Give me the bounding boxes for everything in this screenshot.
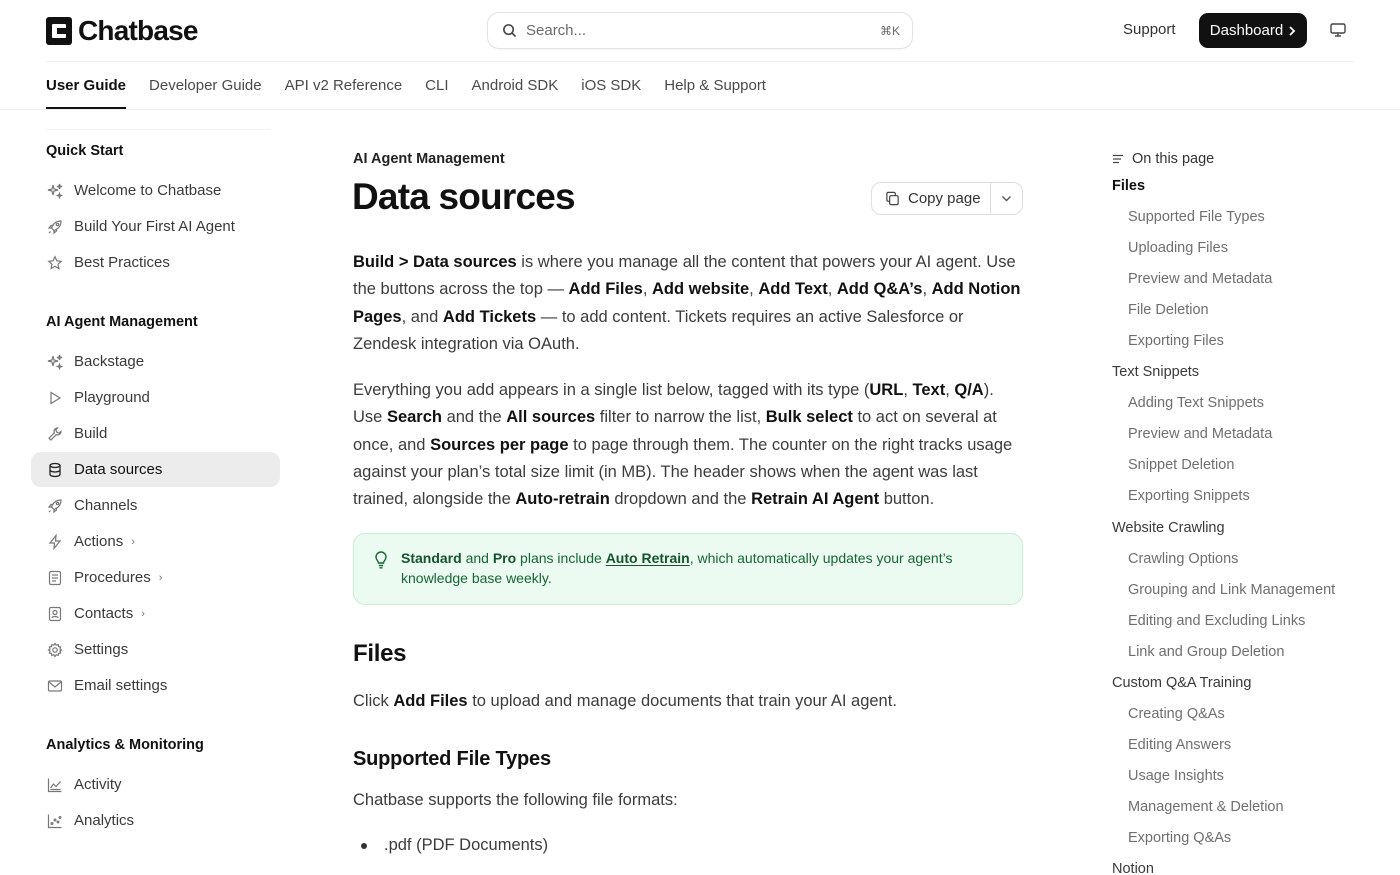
sidebar-item-label: Analytics (74, 812, 135, 829)
toc-item-custom-qa-training[interactable]: Custom Q&A Training (1112, 675, 1252, 691)
toc-item[interactable]: Creating Q&As (1128, 706, 1225, 722)
toc-item[interactable]: Preview and Metadata (1128, 271, 1273, 287)
copy-page-control (871, 182, 1023, 215)
section-heading-supported-file-types: Supported File Types (353, 748, 551, 770)
sidebar-group-analytics-monitoring: Analytics & Monitoring (46, 737, 204, 753)
auto-retrain-link[interactable]: Auto Retrain (605, 550, 690, 566)
supported-paragraph: Chatbase supports the following file formats: (353, 791, 678, 809)
copy-page-button[interactable] (872, 183, 991, 214)
sidebar-item-analytics[interactable] (31, 803, 280, 838)
mail-icon (47, 678, 63, 694)
sidebar-item-actions[interactable] (31, 524, 280, 559)
sidebar-item-label: Actions (74, 533, 124, 550)
toc-item-notion[interactable]: Notion (1112, 861, 1154, 875)
doc-tabs (46, 62, 789, 109)
sidebar-item-label: Settings (74, 641, 129, 658)
tip-callout-text: Standard and Pro plans include Auto Retrain, which automatically updates your agent’s knowledge base weekly. (401, 550, 953, 586)
sidebar-item-settings[interactable] (31, 632, 280, 667)
intro-paragraph: Build > Data sources is where you manage all the content that powers your AI agent. Use the buttons across the top — Add Files, Add website, Add Text, Add Q&A’s, Add Notion Pages, and Add Tickets — to add content. Tickets requires an active Salesforce or Zendesk integration via OAuth. (353, 253, 1021, 353)
rocket-icon (47, 498, 63, 514)
toc-item[interactable]: Supported File Types (1128, 209, 1265, 225)
toc-header (1112, 151, 1214, 167)
support-link[interactable]: Support (1123, 21, 1176, 38)
sparkles-icon (47, 354, 63, 370)
copy-page-label: Copy page (908, 190, 981, 207)
toc-item[interactable]: File Deletion (1128, 302, 1209, 318)
page-title: Data sources (352, 176, 575, 217)
dashboard-button[interactable] (1199, 13, 1307, 48)
tab-api-v2-reference[interactable]: API v2 Reference (284, 77, 403, 94)
sidebar-item-playground[interactable] (31, 380, 280, 415)
tab-android-sdk[interactable]: Android SDK (471, 77, 559, 94)
database-icon (47, 462, 63, 478)
toc-item[interactable]: Link and Group Deletion (1128, 644, 1285, 660)
sidebar-item-data-sources[interactable] (31, 452, 280, 487)
toc-item-files[interactable]: Files (1112, 178, 1146, 194)
sidebar-item-label: Welcome to Chatbase (74, 182, 222, 199)
sidebar-item-build[interactable] (31, 416, 280, 451)
wrench-icon (47, 426, 63, 442)
top-header (0, 0, 1400, 61)
toc-item[interactable]: Exporting Files (1128, 333, 1224, 349)
toc-item[interactable]: Exporting Q&As (1128, 830, 1232, 846)
sidebar-item-label: Contacts (74, 605, 134, 622)
logo-mark-icon (46, 17, 72, 45)
tab-developer-guide[interactable]: Developer Guide (149, 77, 262, 94)
logo-text: Chatbase (78, 14, 198, 46)
lightbulb-icon (373, 551, 389, 569)
section-heading-files: Files (353, 640, 407, 667)
sidebar-item-backstage[interactable] (31, 344, 280, 379)
sidebar-item-build-first-agent[interactable] (31, 209, 280, 244)
chevron-down-icon (1001, 195, 1012, 202)
sidebar-item-channels[interactable] (31, 488, 280, 523)
sidebar-item-label: Procedures (74, 569, 151, 586)
chevron-right-icon[interactable]: › (131, 535, 135, 548)
sidebar-top-divider (46, 129, 271, 130)
toc-item[interactable]: Usage Insights (1128, 768, 1224, 784)
document-icon (47, 570, 63, 586)
scatter-chart-icon (47, 813, 63, 829)
area-chart-icon (47, 777, 63, 793)
tab-ios-sdk[interactable]: iOS SDK (581, 77, 642, 94)
chevron-right-icon[interactable]: › (141, 607, 145, 620)
sparkles-icon (47, 183, 63, 199)
sidebar-item-label: Email settings (74, 677, 168, 694)
chevron-right-icon[interactable]: › (158, 571, 163, 584)
tab-user-guide[interactable]: User Guide (46, 62, 126, 109)
files-paragraph: Click Add Files to upload and manage documents that train your AI agent. (353, 692, 897, 710)
tab-cli[interactable]: CLI (425, 77, 449, 94)
sidebar-item-activity[interactable] (31, 767, 280, 802)
tip-callout (353, 533, 1023, 605)
gear-icon (47, 642, 63, 658)
sidebar-item-label: Playground (74, 389, 150, 406)
sidebar-item-label: Best Practices (74, 254, 170, 271)
contact-icon (47, 606, 63, 622)
toc-item-text-snippets[interactable]: Text Snippets (1112, 364, 1200, 380)
copy-icon (885, 191, 900, 206)
toc-item[interactable]: Snippet Deletion (1128, 457, 1235, 473)
list-description-paragraph: Everything you add appears in a single list below, tagged with its type (URL, Text, Q/A). Use Search and the All sources filter to narrow the list, Bulk select to act on several at once, and Sources per page to page through them. The counter on the right tracks usage against your plan’s total size limit (in MB). The header shows when the agent was last trained, alongside the Auto-retrain dropdown and the Retrain AI Agent button. (353, 381, 1013, 509)
tabs-divider (0, 109, 1400, 110)
search-box[interactable] (487, 12, 913, 49)
tab-help-support[interactable]: Help & Support (664, 77, 766, 94)
toc-item[interactable]: Crawling Options (1128, 551, 1239, 567)
search-shortcut: ⌘K (879, 23, 900, 38)
toc-item[interactable]: Preview and Metadata (1128, 426, 1273, 442)
copy-options-dropdown[interactable] (991, 183, 1022, 214)
sidebar-item-best-practices[interactable] (31, 245, 280, 280)
star-icon (47, 255, 63, 271)
sidebar-item-label: Data sources (74, 461, 163, 478)
search-placeholder: Search... (526, 22, 587, 39)
play-icon (47, 390, 63, 406)
list-item: .pdf (PDF Documents) (361, 836, 548, 855)
sidebar-item-label: Build Your First AI Agent (74, 218, 235, 235)
sidebar-item-email-settings[interactable] (31, 668, 280, 703)
toc-item[interactable]: Uploading Files (1128, 240, 1228, 256)
monitor-icon[interactable] (1330, 23, 1346, 37)
sidebar-group-ai-agent-management: AI Agent Management (46, 314, 198, 330)
toc-item[interactable]: Grouping and Link Management (1128, 582, 1336, 598)
bolt-icon (47, 534, 63, 550)
toc-item-website-crawling[interactable]: Website Crawling (1112, 520, 1225, 536)
toc-item[interactable]: Exporting Snippets (1128, 488, 1250, 504)
toc-item[interactable]: Editing and Excluding Links (1128, 613, 1306, 629)
toc-item[interactable]: Management & Deletion (1128, 799, 1284, 815)
list-icon (1112, 153, 1124, 165)
chevron-right-icon (1288, 25, 1296, 37)
sidebar-item-welcome[interactable] (31, 173, 280, 208)
toc-item[interactable]: Editing Answers (1128, 737, 1232, 753)
toc-item[interactable]: Adding Text Snippets (1128, 395, 1264, 411)
sidebar-item-label: Build (74, 425, 108, 442)
sidebar-item-label: Backstage (74, 353, 145, 370)
bullet-dot (361, 843, 367, 849)
rocket-icon (47, 219, 63, 235)
chatbase-logo[interactable] (46, 16, 198, 45)
toc-title: On this page (1132, 151, 1215, 167)
search-icon (502, 23, 517, 38)
sidebar-item-contacts[interactable] (31, 596, 280, 631)
breadcrumb-section: AI Agent Management (353, 151, 505, 167)
sidebar-item-label: Activity (74, 776, 122, 793)
sidebar-item-procedures[interactable] (31, 560, 280, 595)
dashboard-button-label: Dashboard (1209, 22, 1284, 39)
sidebar-item-label: Channels (74, 497, 138, 514)
sidebar-group-quick-start: Quick Start (46, 143, 124, 159)
